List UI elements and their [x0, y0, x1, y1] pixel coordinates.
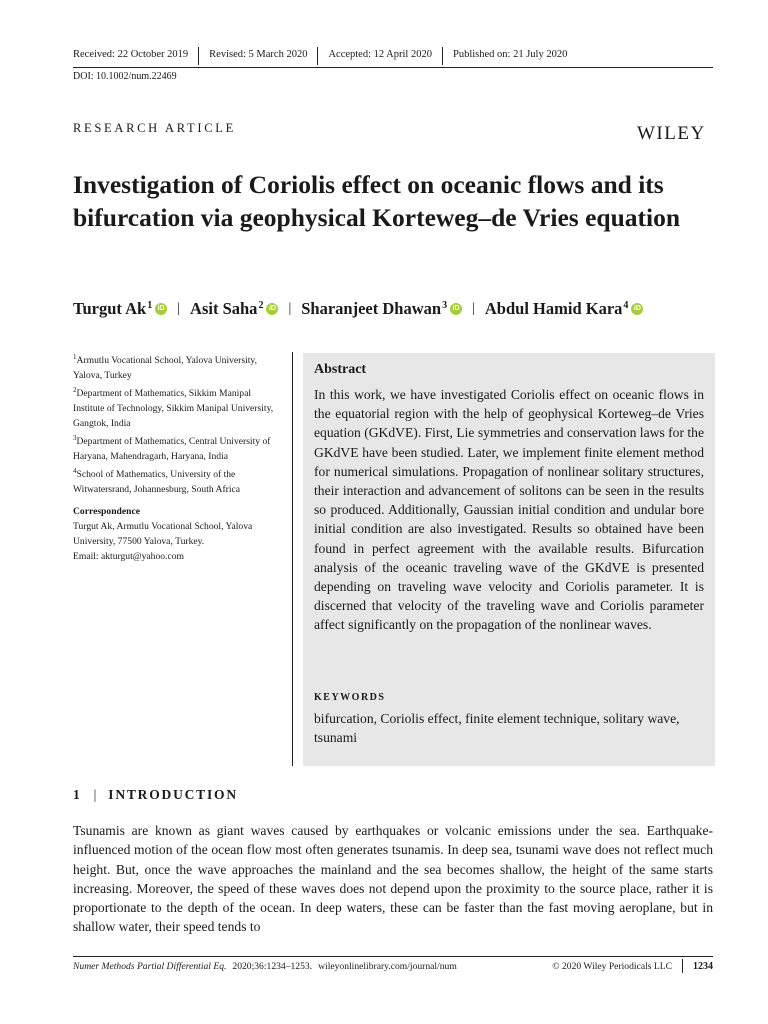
doi[interactable]: DOI: 10.1002/num.22469: [73, 71, 177, 82]
orcid-icon[interactable]: iD: [266, 303, 278, 315]
affiliation: $^2$Department of Mathematics, Sikkim Manipal Institute of Technology, Sikkim Manipal University, Gangtok, India: [73, 386, 274, 429]
paper-title: Investigation of Coriolis effect on oceanic flows and its bifurcation via geophysical Korteweg–de Vries equation: [73, 170, 681, 232]
column-divider: [292, 352, 293, 766]
copyright: © 2020 Wiley Periodicals LLC: [552, 960, 672, 972]
received-date: Received: 22 October 2019: [73, 49, 189, 60]
author[interactable]: Turgut Ak$^1$: [73, 299, 153, 318]
correspondence-address: Turgut Ak, Armutlu Vocational School, Yalova University, 77500 Yalova, Turkey.: [73, 521, 253, 547]
divider: [198, 47, 199, 65]
affiliation: $^3$Department of Mathematics, Central University of Haryana, Mahendragarh, Haryana, India: [73, 434, 271, 462]
section-number: 1: [73, 787, 82, 802]
section-heading: [73, 787, 238, 803]
section-title: INTRODUCTION: [108, 787, 238, 802]
divider: [317, 47, 318, 65]
author-separator: |: [288, 301, 292, 316]
correspondence-heading: Correspondence: [73, 506, 140, 517]
affiliation: $^1$Armutlu Vocational School, Yalova University, Yalova, Turkey: [73, 353, 257, 381]
section-separator: |: [93, 787, 97, 802]
author[interactable]: Asit Saha$^2$: [190, 299, 264, 318]
publisher-logo: WILEY: [637, 123, 706, 144]
author-separator: |: [177, 301, 181, 316]
accepted-date: Accepted: 12 April 2020: [328, 49, 432, 60]
introduction-text: Tsunamis are known as giant waves caused by earthquakes or volcanic emissions under the sea. Earthquake-influenced motion of the ocean flow most often generates tsunamis. In deep sea, tsunami wave does not reflect much height. But, once the wave approaches the mainland and the sea becomes shallow, the height of the same starts increasing. Moreover, the speed of these waves does not depend upon the proximity to the source place, rather it is proportionate to the depth of the ocean. In deep waters, these can be faster than the fast moving aeroplane, but in shallow water, their speed tends to: [73, 823, 713, 935]
page-footer: [73, 959, 713, 973]
citation: 2020;36:1234–1253.: [232, 960, 313, 972]
abstract-text: In this work, we have investigated Coriolis effect on oceanic flows in the equatorial region with the help of geophysical Korteweg–de Vries equation (GKdVE). First, Lie symmetries and conservation laws for the GKdVE have been studied. Later, we implement finite element method for numerical simulations. Propagation of nonlinear solitary structures, their interaction and advancement of solitons can be seen in the results so produced. Additionally, Gaussian initial condition and undular bore initial condition are also investigated. Results so obtained have been found in perfect agreement with the available results. Bifurcation analysis of the oceanic traveling wave of the GKdVE is presented depending on traveling wave velocity and Coriolis parameter. It is discerned that velocity of the traveling wave and Coriolis parameter affect significantly on the propagation of the nonlinear waves.: [314, 387, 704, 633]
page-number: 1234: [693, 960, 713, 972]
orcid-icon[interactable]: iD: [631, 303, 643, 315]
article-type: RESEARCH ARTICLE: [73, 121, 236, 135]
affiliation: $^4$School of Mathematics, University of the Witwatersrand, Johannesburg, South Africa: [73, 467, 241, 495]
journal-url[interactable]: wileyonlinelibrary.com/journal/num: [318, 960, 457, 972]
author-separator: |: [472, 301, 475, 316]
footer-rule: [73, 956, 713, 957]
divider: [682, 959, 683, 973]
published-date: Published on: 21 July 2020: [452, 49, 568, 60]
author[interactable]: Sharanjeet Dhawan$^3$: [301, 299, 448, 318]
abstract-heading: Abstract: [314, 362, 367, 377]
author[interactable]: Abdul Hamid Kara$^4$: [484, 299, 629, 318]
divider: [442, 47, 443, 65]
keywords-heading: KEYWORDS: [314, 692, 386, 703]
publication-dates: [73, 49, 713, 67]
header-rule: [73, 67, 713, 68]
orcid-icon[interactable]: iD: [155, 303, 167, 315]
keywords-text: bifurcation, Coriolis effect, finite element technique, solitary wave, tsunami: [314, 711, 680, 746]
correspondence-email[interactable]: Email: akturgut@yahoo.com: [73, 551, 184, 562]
revised-date: Revised: 5 March 2020: [209, 49, 308, 60]
journal-name: Numer Methods Partial Differential Eq.: [73, 960, 227, 972]
orcid-icon[interactable]: iD: [450, 303, 462, 315]
affiliations: [73, 350, 283, 564]
author-list: [73, 299, 723, 319]
